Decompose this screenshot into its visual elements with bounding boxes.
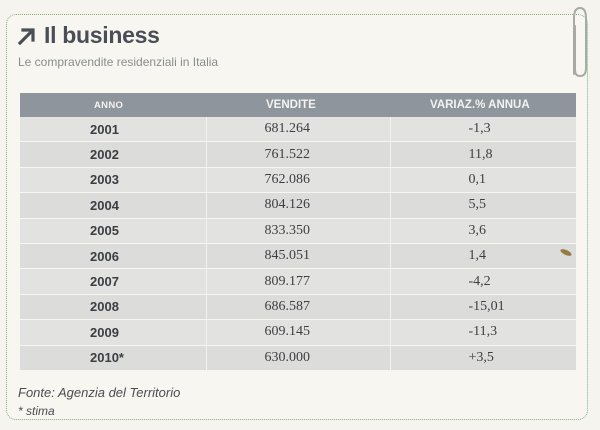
cell-vendite: 681.264: [206, 117, 390, 142]
table-body: [20, 117, 576, 370]
cell-vendite: 845.051: [206, 243, 390, 268]
cell-vendite: 833.350: [206, 218, 390, 243]
cell-anno: 2005: [20, 218, 206, 243]
cell-vendite: 762.086: [206, 167, 390, 192]
table-row: [20, 294, 576, 319]
paperclip-icon: [568, 4, 588, 80]
cell-anno: 2006: [20, 243, 206, 268]
table-row: [20, 193, 576, 218]
cell-anno: 2010*: [20, 345, 206, 370]
table-row: [20, 117, 576, 142]
cell-vendite: 630.000: [206, 345, 390, 370]
table-row: [20, 345, 576, 370]
cell-variazione: 3,6: [390, 218, 576, 243]
cell-anno: 2001: [20, 117, 206, 142]
column-header-variazione: VARIAZ.% ANNUA: [390, 93, 576, 117]
cell-vendite: 609.145: [206, 320, 390, 345]
cell-variazione: -15,01: [390, 294, 576, 319]
column-header-vendite: VENDITE: [206, 93, 390, 117]
cell-vendite: 804.126: [206, 193, 390, 218]
sales-table: [20, 93, 576, 371]
cell-anno: 2009: [20, 320, 206, 345]
cell-variazione: -11,3: [390, 320, 576, 345]
cell-vendite: 809.177: [206, 269, 390, 294]
cell-variazione: 1,4: [390, 243, 576, 268]
cell-anno: 2007: [20, 269, 206, 294]
table-row: [20, 269, 576, 294]
cell-anno: 2008: [20, 294, 206, 319]
cell-vendite: 686.587: [206, 294, 390, 319]
cell-variazione: 5,5: [390, 193, 576, 218]
cell-variazione: +3,5: [390, 345, 576, 370]
cell-anno: 2003: [20, 167, 206, 192]
cell-variazione: 0,1: [390, 167, 576, 192]
table-row: [20, 167, 576, 192]
sales-table-wrap: [20, 93, 576, 371]
table-row: [20, 320, 576, 345]
cell-variazione: 11,8: [390, 142, 576, 167]
cell-anno: 2004: [20, 193, 206, 218]
column-header-anno: ANNO: [20, 93, 206, 117]
cell-variazione: -1,3: [390, 117, 576, 142]
table-header: [20, 93, 576, 117]
source-note: Fonte: Agenzia del Territorio: [18, 385, 181, 400]
page-subtitle: Le compravendite residenziali in Italia: [18, 55, 219, 69]
table-row: [20, 218, 576, 243]
title-row: [16, 22, 160, 49]
cell-variazione: -4,2: [390, 269, 576, 294]
page-title: Il business: [44, 22, 160, 48]
estimate-note: * stima: [18, 404, 55, 418]
cell-anno: 2002: [20, 142, 206, 167]
table-row: [20, 243, 576, 268]
table-row: [20, 142, 576, 167]
cell-vendite: 761.522: [206, 142, 390, 167]
arrow-up-right-icon: [16, 25, 38, 47]
